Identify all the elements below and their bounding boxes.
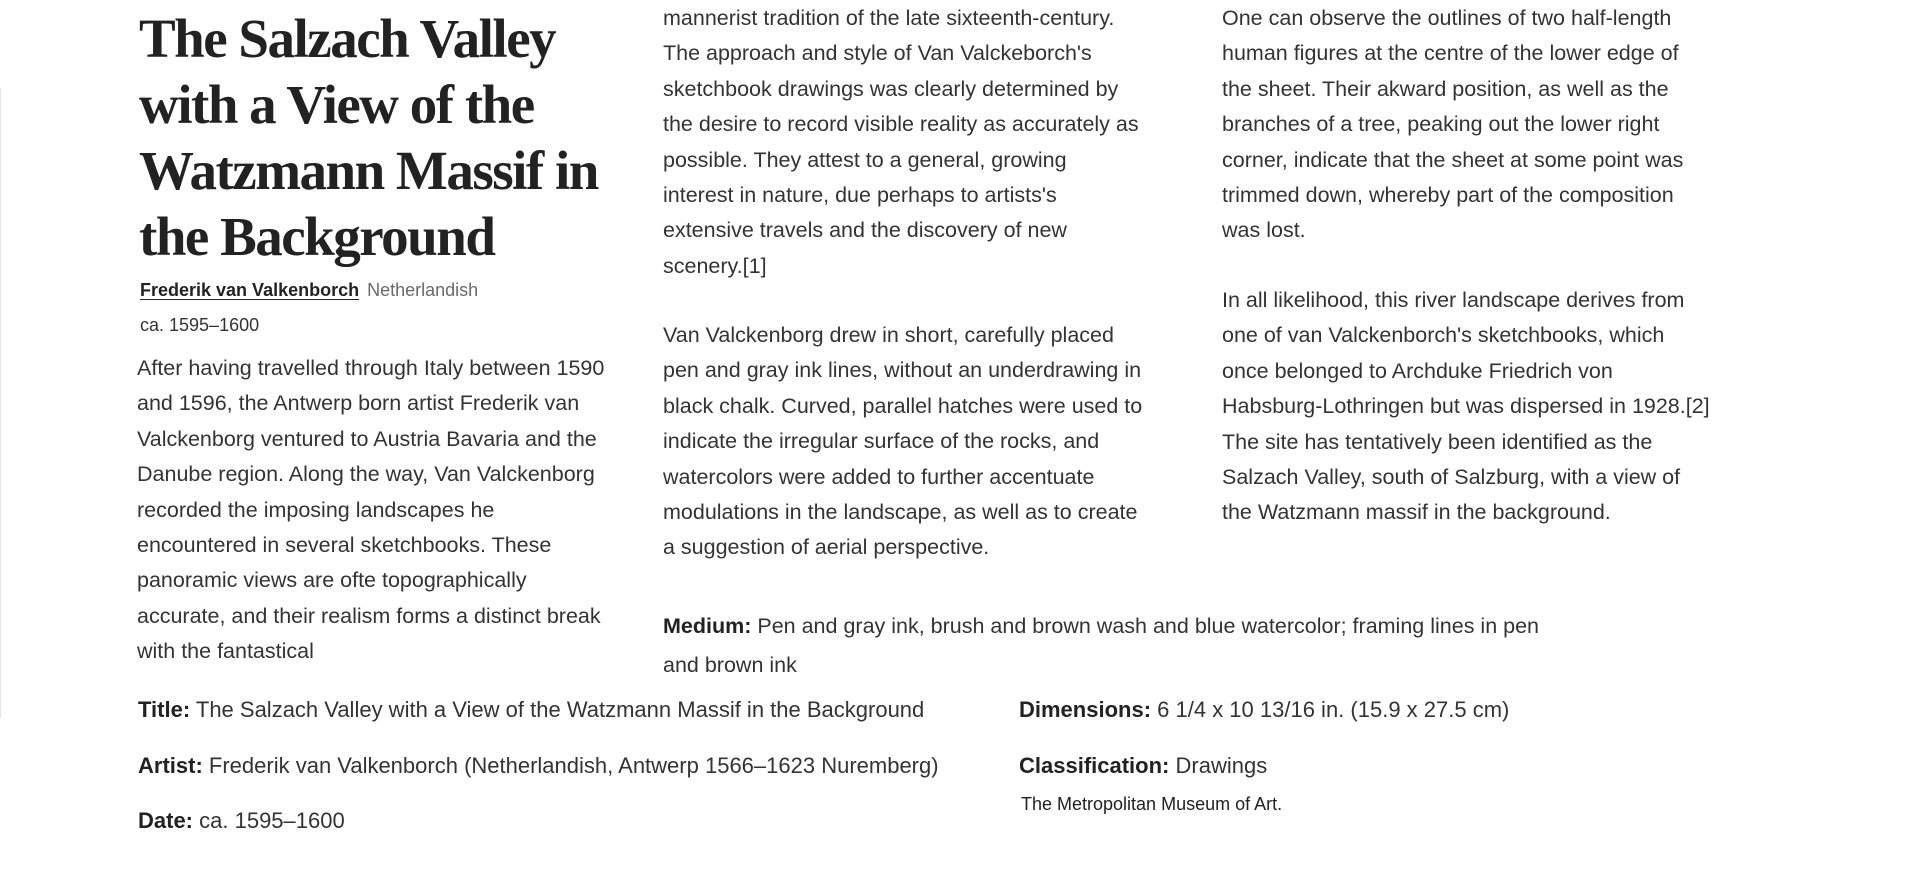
- artwork-date: ca. 1595–1600: [140, 315, 260, 335]
- museum-credit: The Metropolitan Museum of Art.: [1021, 794, 1283, 814]
- description-paragraph-5: In all likelihood, this river landscape derives from one of van Valckenborch's sketchbooks, which once belonged to Archduke Friedrich von Habsburg-Lothringen but was dispersed in 1928.[2] The site has tentatively been identified as the Salzach Valley, south of Salzburg, with a view of the Watzmann massif in the background.: [1222, 288, 1710, 525]
- detail-date-value: ca. 1595–1600: [199, 808, 345, 833]
- artwork-title: The Salzach Valley with a View of the Watzmann Massif in the Background: [139, 8, 598, 267]
- detail-dimensions-label: Dimensions:: [1019, 697, 1152, 722]
- medium-label: Medium:: [663, 614, 752, 638]
- detail-date: [138, 806, 345, 836]
- detail-dimensions: [1019, 695, 1509, 725]
- medium-info: [663, 607, 1543, 685]
- description-paragraph-4: One can observe the outlines of two half-length human figures at the centre of the lower edge of the sheet. Their akward position, as well as the branches of a tree, peaking out the lower right corner, indicate that the sheet at some point was trimmed down, whereby part of the composition was lost.: [1222, 6, 1684, 243]
- detail-artist-label: Artist:: [138, 753, 203, 778]
- description-paragraph-1: After having travelled through Italy between 1590 and 1596, the Antwerp born artist Frederik van Valckenborg ventured to Austria Bavaria and the Danube region. Along the way, Van Valckenborg recorded the imposing landscapes he encountered in several sketchbooks. These panoramic views are ofte topographically accurate, and their realism forms a distinct break with the fantastical: [137, 356, 605, 664]
- detail-title: [138, 695, 924, 725]
- detail-title-label: Title:: [138, 697, 191, 722]
- artist-nationality: Netherlandish: [367, 280, 479, 300]
- detail-artist-value: Frederik van Valkenborch (Netherlandish, Antwerp 1566–1623 Nuremberg): [208, 753, 939, 778]
- artist-link[interactable]: Frederik van Valkenborch: [140, 280, 360, 300]
- detail-artist: [138, 751, 939, 781]
- medium-value: Pen and gray ink, brush and brown wash and blue watercolor; framing lines in pen and brown ink: [663, 614, 1539, 677]
- detail-classification: [1019, 751, 1267, 781]
- detail-title-value: The Salzach Valley with a View of the Watzmann Massif in the Background: [195, 697, 925, 722]
- description-paragraph-2: mannerist tradition of the late sixteenth-century. The approach and style of Van Valckeborch's sketchbook drawings was clearly determined by the desire to record visible reality as accurately as possible. They attest to a general, growing interest in nature, due perhaps to artists's extensive travels and the discovery of new scenery.[1]: [663, 6, 1139, 278]
- detail-dimensions-value: 6 1/4 x 10 13/16 in. (15.9 x 27.5 cm): [1157, 697, 1510, 722]
- detail-classification-value: Drawings: [1175, 753, 1268, 778]
- left-divider: [0, 88, 1, 718]
- detail-date-label: Date:: [138, 808, 194, 833]
- description-paragraph-3: Van Valckenborg drew in short, carefully placed pen and gray ink lines, without an underdrawing in black chalk. Curved, parallel hatches were used to indicate the irregular surface of the rocks, and watercolors were added to further accentuate modulations in the landscape, as well as to create a suggestion of aerial perspective.: [663, 323, 1143, 560]
- detail-classification-label: Classification:: [1019, 753, 1170, 778]
- artist-line: [140, 278, 478, 302]
